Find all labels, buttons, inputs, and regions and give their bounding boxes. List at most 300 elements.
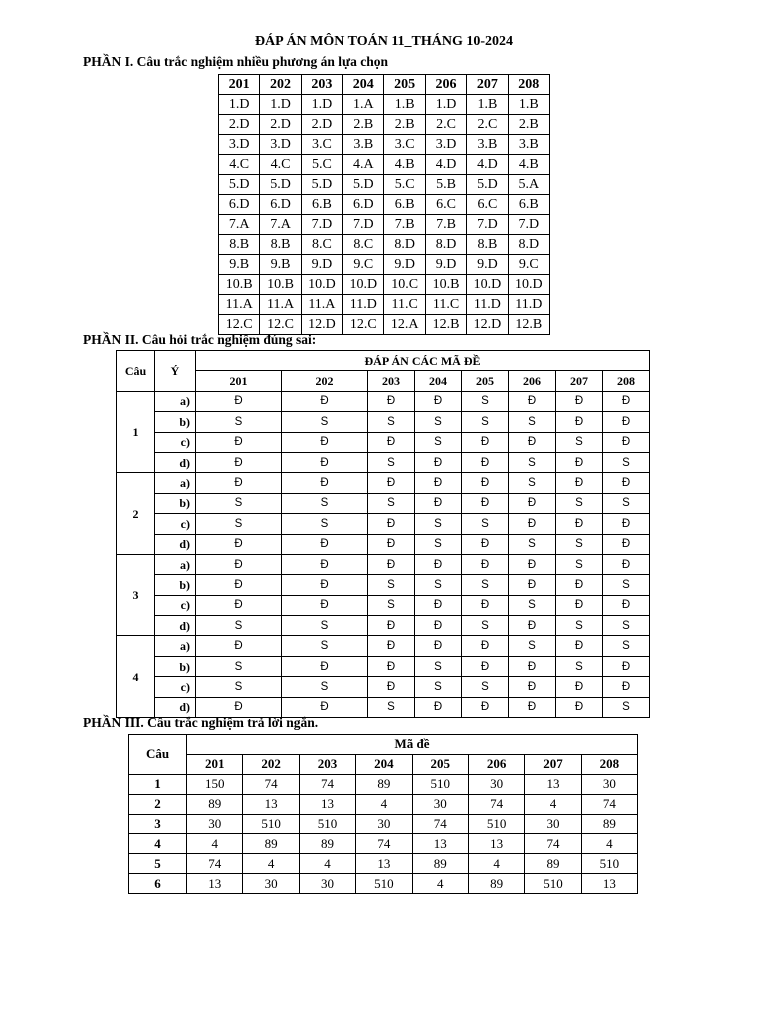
answer-cell: 5.D xyxy=(467,175,508,195)
part2-group-header: ĐÁP ÁN CÁC MÃ ĐỀ xyxy=(196,351,650,371)
part3-code-header: 207 xyxy=(525,754,581,774)
part2-code-header: 204 xyxy=(415,371,462,391)
answer-cell: Đ xyxy=(196,575,282,595)
answer-cell: 13 xyxy=(581,874,637,894)
table-row xyxy=(117,656,650,676)
answer-cell: 12.D xyxy=(467,315,508,335)
part3-heading: PHẦN III. Câu trắc nghiệm trả lời ngắn. xyxy=(83,715,319,730)
answer-cell: Đ xyxy=(556,452,603,472)
answer-cell: Đ xyxy=(196,595,282,615)
answer-cell: Đ xyxy=(603,391,650,411)
answer-cell: 2.D xyxy=(260,115,301,135)
answer-cell: 9.D xyxy=(301,255,342,275)
answer-cell: Đ xyxy=(603,677,650,697)
answer-cell: S xyxy=(368,493,415,513)
part1-code-header: 204 xyxy=(343,75,384,95)
part1-heading: PHẦN I. Câu trắc nghiệm nhiều phương án lựa chọn xyxy=(83,54,388,69)
answer-cell: Đ xyxy=(509,575,556,595)
table-row xyxy=(117,636,650,656)
answer-cell: 3.B xyxy=(508,135,549,155)
answer-cell: 4 xyxy=(468,854,524,874)
answer-cell: Đ xyxy=(603,554,650,574)
answer-cell: S xyxy=(282,514,368,534)
answer-cell: Đ xyxy=(556,473,603,493)
answer-cell: Đ xyxy=(368,636,415,656)
part3-code-header: 204 xyxy=(356,754,412,774)
answer-cell: S xyxy=(462,514,509,534)
answer-cell: S xyxy=(282,493,368,513)
answer-cell: 74 xyxy=(187,854,243,874)
answer-cell: Đ xyxy=(603,473,650,493)
answer-cell: 4 xyxy=(299,854,355,874)
answer-cell: Đ xyxy=(415,554,462,574)
answer-cell: 10.C xyxy=(384,275,425,295)
table-row xyxy=(219,95,550,115)
answer-cell: 1.A xyxy=(343,95,384,115)
answer-cell: Đ xyxy=(509,493,556,513)
table-row xyxy=(117,473,650,493)
answer-cell: 13 xyxy=(412,834,468,854)
answer-cell: S xyxy=(556,493,603,513)
answer-cell: 4 xyxy=(412,874,468,894)
sub-item-label: d) xyxy=(155,534,196,554)
answer-cell: S xyxy=(462,412,509,432)
sub-item-label: d) xyxy=(155,697,196,717)
question-number: 3 xyxy=(129,814,187,834)
part3-header-row xyxy=(129,735,638,755)
question-number: 3 xyxy=(117,554,155,636)
answer-cell: Đ xyxy=(196,473,282,493)
answer-cell: Đ xyxy=(282,697,368,717)
answer-cell: S xyxy=(196,656,282,676)
answer-cell: 13 xyxy=(299,794,355,814)
part2-col-y: Ý xyxy=(155,351,196,392)
answer-cell: 4.D xyxy=(425,155,466,175)
answer-cell: S xyxy=(603,697,650,717)
answer-cell: Đ xyxy=(556,595,603,615)
answer-cell: 12.B xyxy=(425,315,466,335)
answer-cell: 5.D xyxy=(260,175,301,195)
answer-cell: S xyxy=(368,452,415,472)
question-number: 2 xyxy=(117,473,155,555)
answer-cell: 9.C xyxy=(343,255,384,275)
answer-cell: 1.B xyxy=(467,95,508,115)
answer-cell: 3.D xyxy=(425,135,466,155)
answer-cell: 9.D xyxy=(384,255,425,275)
answer-cell: S xyxy=(415,677,462,697)
answer-cell: 13 xyxy=(243,794,299,814)
answer-cell: S xyxy=(368,412,415,432)
answer-cell: S xyxy=(556,534,603,554)
answer-cell: 8.C xyxy=(343,235,384,255)
answer-cell: 510 xyxy=(299,814,355,834)
answer-cell: Đ xyxy=(415,595,462,615)
answer-cell: 11.A xyxy=(301,295,342,315)
answer-cell: 510 xyxy=(412,774,468,794)
answer-cell: Đ xyxy=(368,616,415,636)
table-row xyxy=(219,255,550,275)
document-title: ĐÁP ÁN MÔN TOÁN 11_THÁNG 10-2024 xyxy=(254,34,514,49)
answer-cell: S xyxy=(509,636,556,656)
answer-cell: 74 xyxy=(299,774,355,794)
answer-cell: 89 xyxy=(299,834,355,854)
answer-cell: 10.B xyxy=(219,275,260,295)
part3-code-header: 201 xyxy=(187,754,243,774)
part1-code-header: 206 xyxy=(425,75,466,95)
answer-cell: Đ xyxy=(556,514,603,534)
answer-cell: 7.D xyxy=(301,215,342,235)
part3-code-header: 205 xyxy=(412,754,468,774)
part3-codes-row xyxy=(129,754,638,774)
answer-cell: S xyxy=(282,616,368,636)
answer-cell: 13 xyxy=(525,774,581,794)
table-row xyxy=(117,616,650,636)
answer-cell: 13 xyxy=(468,834,524,854)
answer-cell: 11.A xyxy=(260,295,301,315)
answer-cell: 5.C xyxy=(301,155,342,175)
answer-cell: S xyxy=(509,534,556,554)
answer-cell: 7.D xyxy=(343,215,384,235)
answer-cell: 4.A xyxy=(343,155,384,175)
answer-cell: 10.B xyxy=(425,275,466,295)
answer-cell: Đ xyxy=(415,616,462,636)
answer-cell: 6.C xyxy=(467,195,508,215)
answer-cell: 510 xyxy=(356,874,412,894)
answer-cell: 12.C xyxy=(260,315,301,335)
answer-cell: S xyxy=(415,432,462,452)
answer-cell: 1.B xyxy=(508,95,549,115)
answer-cell: 3.D xyxy=(219,135,260,155)
answer-cell: Đ xyxy=(462,493,509,513)
sub-item-label: c) xyxy=(155,595,196,615)
sub-item-label: a) xyxy=(155,391,196,411)
answer-cell: Đ xyxy=(603,656,650,676)
answer-cell: 7.B xyxy=(425,215,466,235)
answer-cell: Đ xyxy=(196,697,282,717)
answer-cell: Đ xyxy=(282,391,368,411)
answer-cell: Đ xyxy=(368,514,415,534)
answer-cell: Đ xyxy=(462,432,509,452)
part2-code-header: 207 xyxy=(556,371,603,391)
answer-cell: Đ xyxy=(282,534,368,554)
sub-item-label: a) xyxy=(155,554,196,574)
answer-cell: S xyxy=(556,656,603,676)
answer-cell: 4.C xyxy=(260,155,301,175)
answer-cell: 12.B xyxy=(508,315,549,335)
table-row xyxy=(219,115,550,135)
answer-cell: 89 xyxy=(468,874,524,894)
table-row xyxy=(117,452,650,472)
table-row xyxy=(117,493,650,513)
answer-cell: 6.D xyxy=(343,195,384,215)
sub-item-label: c) xyxy=(155,514,196,534)
answer-cell: S xyxy=(415,412,462,432)
answer-cell: Đ xyxy=(556,412,603,432)
answer-cell: 9.B xyxy=(219,255,260,275)
answer-cell: Đ xyxy=(462,656,509,676)
part3-group-header: Mã đề xyxy=(187,735,638,755)
question-number: 5 xyxy=(129,854,187,874)
answer-cell: 4.C xyxy=(219,155,260,175)
table-row xyxy=(117,391,650,411)
part2-col-cau: Câu xyxy=(117,351,155,392)
answer-cell: Đ xyxy=(509,656,556,676)
answer-cell: 1.D xyxy=(219,95,260,115)
part2-code-header: 208 xyxy=(603,371,650,391)
answer-cell: 2.B xyxy=(384,115,425,135)
table-row xyxy=(219,135,550,155)
question-number: 4 xyxy=(117,636,155,718)
answer-cell: Đ xyxy=(196,534,282,554)
answer-cell: Đ xyxy=(603,595,650,615)
answer-cell: 6.B xyxy=(301,195,342,215)
answer-cell: Đ xyxy=(282,554,368,574)
answer-cell: S xyxy=(196,616,282,636)
part1-code-header: 205 xyxy=(384,75,425,95)
answer-cell: 6.C xyxy=(425,195,466,215)
answer-cell: Đ xyxy=(462,534,509,554)
answer-cell: 30 xyxy=(468,774,524,794)
answer-cell: 8.D xyxy=(425,235,466,255)
answer-cell: 89 xyxy=(187,794,243,814)
answer-cell: 12.C xyxy=(219,315,260,335)
table-row xyxy=(117,432,650,452)
part2-header-row xyxy=(117,351,650,371)
part1-answer-table xyxy=(218,74,550,335)
table-row xyxy=(129,814,638,834)
answer-cell: 89 xyxy=(412,854,468,874)
answer-cell: 11.D xyxy=(508,295,549,315)
part3-code-header: 203 xyxy=(299,754,355,774)
answer-cell: 4 xyxy=(581,834,637,854)
answer-cell: 4.B xyxy=(384,155,425,175)
answer-cell: S xyxy=(603,636,650,656)
answer-cell: 4 xyxy=(525,794,581,814)
answer-cell: S xyxy=(196,677,282,697)
answer-cell: Đ xyxy=(462,554,509,574)
answer-cell: Đ xyxy=(196,452,282,472)
answer-cell: S xyxy=(368,697,415,717)
part3-code-header: 202 xyxy=(243,754,299,774)
answer-cell: S xyxy=(509,595,556,615)
answer-cell: 2.D xyxy=(219,115,260,135)
answer-cell: 89 xyxy=(525,854,581,874)
answer-cell: Đ xyxy=(462,595,509,615)
answer-cell: S xyxy=(603,452,650,472)
answer-cell: 2.B xyxy=(508,115,549,135)
answer-cell: Đ xyxy=(368,534,415,554)
answer-cell: S xyxy=(509,412,556,432)
answer-cell: Đ xyxy=(282,432,368,452)
answer-cell: 8.B xyxy=(467,235,508,255)
table-row xyxy=(129,794,638,814)
answer-cell: 10.D xyxy=(301,275,342,295)
answer-cell: 4 xyxy=(243,854,299,874)
answer-cell: S xyxy=(462,616,509,636)
answer-cell: S xyxy=(603,493,650,513)
answer-cell: Đ xyxy=(282,595,368,615)
answer-cell: 9.D xyxy=(425,255,466,275)
answer-cell: S xyxy=(415,514,462,534)
answer-cell: S xyxy=(282,677,368,697)
part2-codes-row xyxy=(117,371,650,391)
question-number: 1 xyxy=(129,774,187,794)
question-number: 2 xyxy=(129,794,187,814)
answer-cell: S xyxy=(196,493,282,513)
answer-cell: S xyxy=(462,575,509,595)
table-row xyxy=(129,774,638,794)
table-row xyxy=(219,295,550,315)
sub-item-label: b) xyxy=(155,656,196,676)
answer-cell: 1.D xyxy=(301,95,342,115)
answer-cell: 7.A xyxy=(219,215,260,235)
table-row xyxy=(219,155,550,175)
answer-cell: S xyxy=(415,575,462,595)
answer-cell: S xyxy=(368,595,415,615)
answer-cell: 4.B xyxy=(508,155,549,175)
part3-answer-table xyxy=(128,734,638,894)
answer-cell: 1.B xyxy=(384,95,425,115)
answer-cell: 74 xyxy=(243,774,299,794)
answer-cell: 8.B xyxy=(260,235,301,255)
answer-cell: Đ xyxy=(415,493,462,513)
answer-cell: 9.C xyxy=(508,255,549,275)
part2-code-header: 203 xyxy=(368,371,415,391)
answer-cell: 4 xyxy=(356,794,412,814)
answer-cell: S xyxy=(509,473,556,493)
answer-cell: 6.B xyxy=(384,195,425,215)
answer-cell: 510 xyxy=(243,814,299,834)
answer-cell: Đ xyxy=(556,697,603,717)
answer-cell: Đ xyxy=(415,697,462,717)
answer-cell: 74 xyxy=(412,814,468,834)
answer-cell: 12.A xyxy=(384,315,425,335)
answer-cell: 5.B xyxy=(425,175,466,195)
question-number: 4 xyxy=(129,834,187,854)
answer-cell: S xyxy=(462,677,509,697)
answer-cell: 5.D xyxy=(343,175,384,195)
answer-cell: 30 xyxy=(299,874,355,894)
answer-cell: S xyxy=(282,636,368,656)
answer-cell: 74 xyxy=(581,794,637,814)
answer-cell: S xyxy=(556,432,603,452)
answer-cell: Đ xyxy=(415,452,462,472)
answer-cell: Đ xyxy=(368,554,415,574)
answer-cell: 4.D xyxy=(467,155,508,175)
table-row xyxy=(117,514,650,534)
answer-cell: 10.D xyxy=(467,275,508,295)
table-row xyxy=(219,195,550,215)
answer-cell: Đ xyxy=(462,473,509,493)
table-row xyxy=(129,834,638,854)
answer-cell: 11.D xyxy=(343,295,384,315)
part1-header-row xyxy=(219,75,550,95)
answer-cell: Đ xyxy=(196,391,282,411)
part3-code-header: 206 xyxy=(468,754,524,774)
part1-code-header: 202 xyxy=(260,75,301,95)
answer-cell: 1.D xyxy=(260,95,301,115)
part2-heading: PHẦN II. Câu hỏi trắc nghiệm đúng sai: xyxy=(83,332,317,347)
answer-cell: 510 xyxy=(468,814,524,834)
table-row xyxy=(129,874,638,894)
answer-cell: Đ xyxy=(509,616,556,636)
answer-cell: S xyxy=(509,452,556,472)
answer-cell: S xyxy=(462,391,509,411)
answer-cell: 510 xyxy=(581,854,637,874)
answer-cell: 8.C xyxy=(301,235,342,255)
table-row xyxy=(219,215,550,235)
answer-cell: 1.D xyxy=(425,95,466,115)
table-row xyxy=(117,534,650,554)
answer-cell: 30 xyxy=(356,814,412,834)
sub-item-label: d) xyxy=(155,452,196,472)
part2-answer-table xyxy=(116,350,650,718)
answer-cell: 8.D xyxy=(384,235,425,255)
answer-cell: S xyxy=(603,616,650,636)
answer-cell: 89 xyxy=(356,774,412,794)
part2-code-header: 201 xyxy=(196,371,282,391)
table-row xyxy=(129,854,638,874)
answer-cell: 11.A xyxy=(219,295,260,315)
answer-cell: Đ xyxy=(509,697,556,717)
sub-item-label: a) xyxy=(155,636,196,656)
answer-cell: 3.C xyxy=(384,135,425,155)
answer-cell: 13 xyxy=(187,874,243,894)
answer-cell: 30 xyxy=(243,874,299,894)
question-number: 1 xyxy=(117,391,155,473)
answer-cell: S xyxy=(415,534,462,554)
answer-cell: 6.B xyxy=(508,195,549,215)
answer-cell: Đ xyxy=(603,534,650,554)
answer-cell: 74 xyxy=(468,794,524,814)
table-row xyxy=(117,412,650,432)
answer-cell: Đ xyxy=(462,636,509,656)
answer-cell: S xyxy=(415,656,462,676)
table-row xyxy=(117,554,650,574)
answer-cell: 150 xyxy=(187,774,243,794)
answer-cell: S xyxy=(368,575,415,595)
answer-cell: Đ xyxy=(462,697,509,717)
answer-cell: 10.B xyxy=(260,275,301,295)
answer-cell: 2.D xyxy=(301,115,342,135)
answer-cell: Đ xyxy=(556,636,603,656)
sub-item-label: b) xyxy=(155,575,196,595)
answer-cell: 5.D xyxy=(219,175,260,195)
answer-cell: Đ xyxy=(368,656,415,676)
answer-cell: 3.C xyxy=(301,135,342,155)
answer-cell: Đ xyxy=(603,514,650,534)
answer-cell: 2.C xyxy=(425,115,466,135)
answer-cell: 11.C xyxy=(425,295,466,315)
answer-cell: S xyxy=(603,575,650,595)
answer-cell: 3.B xyxy=(467,135,508,155)
answer-cell: Đ xyxy=(556,391,603,411)
answer-cell: 12.C xyxy=(343,315,384,335)
answer-cell: 7.A xyxy=(260,215,301,235)
answer-cell: Đ xyxy=(603,412,650,432)
answer-cell: Đ xyxy=(282,452,368,472)
sub-item-label: a) xyxy=(155,473,196,493)
answer-cell: 5.C xyxy=(384,175,425,195)
answer-cell: 7.D xyxy=(508,215,549,235)
answer-cell: Đ xyxy=(556,575,603,595)
answer-cell: 8.B xyxy=(219,235,260,255)
answer-cell: 6.D xyxy=(260,195,301,215)
answer-cell: Đ xyxy=(509,554,556,574)
answer-cell: Đ xyxy=(603,432,650,452)
part3-code-header: 208 xyxy=(581,754,637,774)
answer-cell: 3.B xyxy=(343,135,384,155)
